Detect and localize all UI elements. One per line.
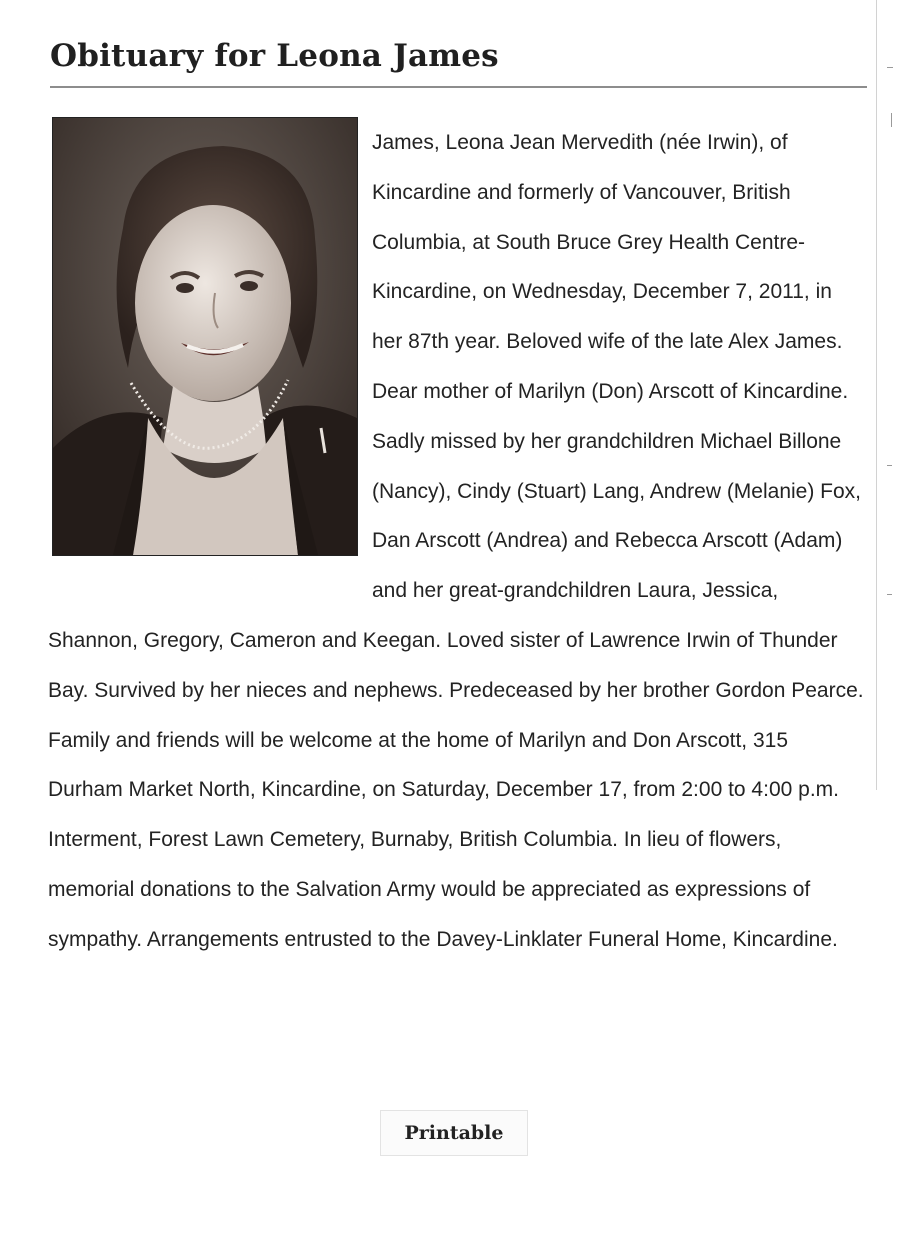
margin-mark bbox=[887, 594, 892, 595]
margin-mark bbox=[887, 465, 892, 466]
obituary-text: James, Leona Jean Mervedith (née Irwin), of Kincardine and formerly of Vancouver, British Columbia, at South Bruce Grey Health Centre-Kincardine, on Wednesday, December 7, 2011, in her 87th year. Beloved wife of the late Alex James. Dear mother of Marilyn (Don) Arscott of Kincardine. Sadly missed by her grandchildren Michael Billone (Nancy), Cindy (Stuart) Lang, Andrew (Melanie) Fox, Dan Arscott (Andrea) and Rebecca Arscott (Adam) and her great-grandchildren Laura, Jessica, Shannon, Gregory, Cameron and Keegan. Loved sister of Lawrence Irwin of Thunder Bay. Survived by her nieces and nephews. Predeceased by her brother Gordon Pearce. Family and friends will be welcome at the home of Marilyn and Don Arscott, 315 Durham Market North, Kincardine, on Saturday, December 17, from 2:00 to 4:00 p.m. Interment, Forest Lawn Cemetery, Burnaby, British Columbia. In lieu of flowers, memorial donations to the Salvation Army would be appreciated as expressions of sympathy. Arrangements entrusted to the Davey-Linklater Funeral Home, Kincardine. bbox=[48, 131, 864, 951]
margin-mark bbox=[887, 67, 893, 68]
printable-button[interactable]: Printable bbox=[380, 1110, 528, 1156]
title-divider bbox=[50, 86, 867, 88]
page-edge-divider bbox=[876, 0, 877, 790]
margin-mark bbox=[891, 113, 892, 127]
photo-spacer bbox=[48, 118, 372, 600]
page-title: Obituary for Leona James bbox=[50, 38, 499, 74]
obituary-body bbox=[48, 118, 868, 965]
